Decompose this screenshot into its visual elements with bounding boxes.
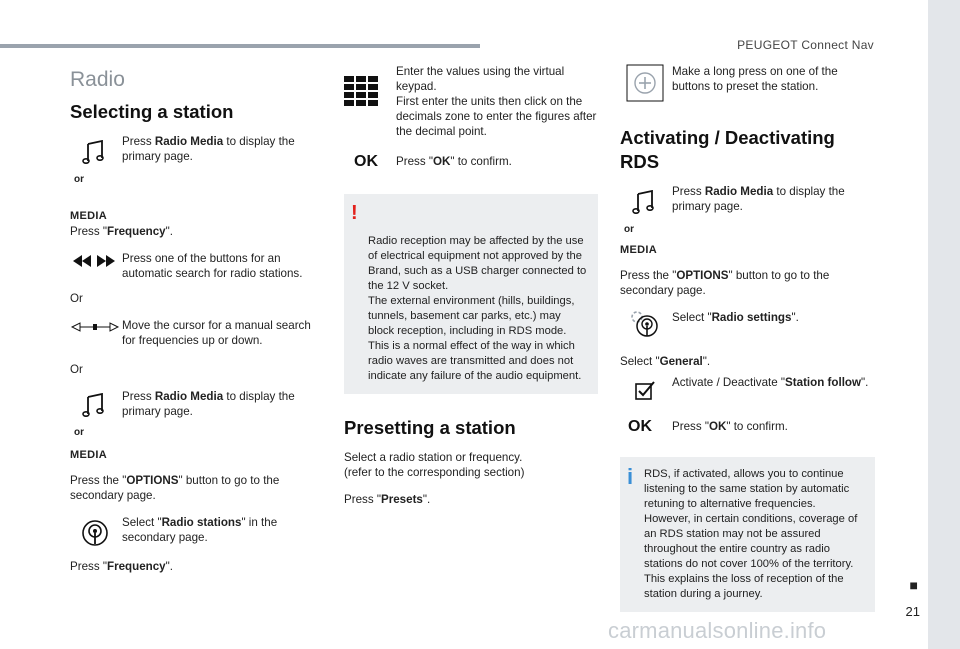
or-label: or (624, 224, 634, 235)
media-icon-group (620, 184, 670, 258)
column-3 (620, 64, 875, 634)
step-radio-stations (70, 515, 325, 549)
right-margin-strip (928, 0, 960, 649)
add-preset-icon (620, 64, 670, 106)
or-label: or (74, 174, 84, 185)
step-text: Select "Radio stations" in the secondary page. (122, 516, 278, 544)
or-text: Or (70, 363, 83, 376)
step-text: Move the cursor for a manual search for frequencies up or down. (122, 319, 311, 347)
paragraph-frequency-2: Press "Frequency". (70, 560, 173, 573)
step-radio-settings (620, 310, 875, 344)
step-text: Select "Radio settings". (672, 311, 799, 324)
checkbox-icon (620, 375, 670, 405)
warning-box (344, 194, 598, 394)
step-text: Press "OK" to confirm. (672, 420, 788, 433)
media-icon-group (70, 389, 120, 463)
step-text: Press Radio Media to display the primary page. (122, 135, 295, 163)
media-button-label: MEDIA (70, 210, 107, 222)
column-1 (70, 64, 325, 586)
paragraph-select-station: Select a radio station or frequency. (refer to the corresponding section) (344, 451, 525, 479)
step-radio-media-2 (70, 389, 325, 469)
music-note-icon (82, 140, 106, 166)
music-note-icon (82, 393, 106, 419)
paragraph-frequency: Press "Frequency". (70, 225, 173, 238)
step-slider (70, 318, 325, 348)
keypad-grid-icon (344, 64, 394, 106)
step-ok (344, 154, 598, 176)
media-button-label: MEDIA (70, 449, 107, 461)
step-text: Press "OK" to confirm. (396, 155, 512, 168)
step-text: Press Radio Media to display the primary page. (672, 185, 845, 213)
music-note-icon (632, 190, 656, 216)
ok-icon: OK (628, 418, 652, 435)
warning-text: Radio reception may be affected by the use of electrical equipment not approved by the Brand, such as a USB charger connected to the 12 V socket. The external environment (hills, buildings, tunnels, basement car parks, etc.) may block reception, including in RDS mode. This is a normal effect of the way in which radio waves are transmitted and does not indicate any failure of the audio equipment. (368, 235, 587, 382)
radio-antenna-icon (70, 515, 120, 551)
frequency-slider-icon (70, 318, 120, 337)
section-title-selecting: Selecting a station (70, 101, 234, 122)
column-2 (344, 64, 598, 519)
radio-settings-icon (620, 310, 670, 344)
step-seek (70, 251, 325, 281)
step-ok (620, 419, 875, 441)
step-text: Activate / Deactivate "Station follow". (672, 376, 869, 389)
media-icon-group (70, 134, 120, 224)
section-title-presetting: Presetting a station (344, 417, 516, 438)
step-text: Press one of the buttons for an automatic search for radio stations. (122, 252, 303, 280)
or-label: or (74, 427, 84, 438)
header-rule (0, 44, 480, 48)
chapter-title: Radio (70, 68, 125, 91)
page-header-title: PEUGEOT Connect Nav (737, 38, 874, 52)
paragraph-presets: Press "Presets". (344, 493, 431, 506)
seek-arrows-icon (70, 251, 120, 272)
watermark: carmanualsonline.info (608, 618, 827, 643)
step-radio-media-3 (620, 184, 875, 264)
page-mark: ■ (909, 577, 918, 593)
or-text: Or (70, 292, 83, 305)
step-keypad (344, 64, 598, 144)
step-radio-media (70, 134, 325, 222)
step-station-follow (620, 375, 875, 409)
warning-icon: ! (351, 202, 358, 224)
media-button-label: MEDIA (620, 244, 657, 256)
paragraph-options: Press the "OPTIONS" button to go to the secondary page. (70, 474, 280, 502)
paragraph-options: Press the "OPTIONS" button to go to the secondary page. (620, 269, 830, 297)
info-text: RDS, if activated, allows you to continue listening to the same station by automatic retuning to alternative frequencies. However, in certain conditions, coverage of an RDS station may not be assured throughout the entire country as radio stations do not cover 100% of the territory. This explains the loss of reception of the station during a journey. (644, 468, 858, 600)
step-text: Press Radio Media to display the primary page. (122, 390, 295, 418)
step-preset (620, 64, 875, 112)
ok-icon: OK (354, 153, 378, 170)
step-text: Enter the values using the virtual keypad. First enter the units then click on the decimals zone to enter the figures after the decimal point. (396, 65, 597, 138)
info-icon: i (627, 464, 634, 489)
page-number: 21 (905, 604, 920, 619)
section-title-rds: Activating / Deactivating RDS (620, 127, 835, 172)
info-box (620, 457, 875, 612)
paragraph-general: Select "General". (620, 355, 711, 368)
step-text: Make a long press on one of the buttons to preset the station. (672, 65, 838, 93)
